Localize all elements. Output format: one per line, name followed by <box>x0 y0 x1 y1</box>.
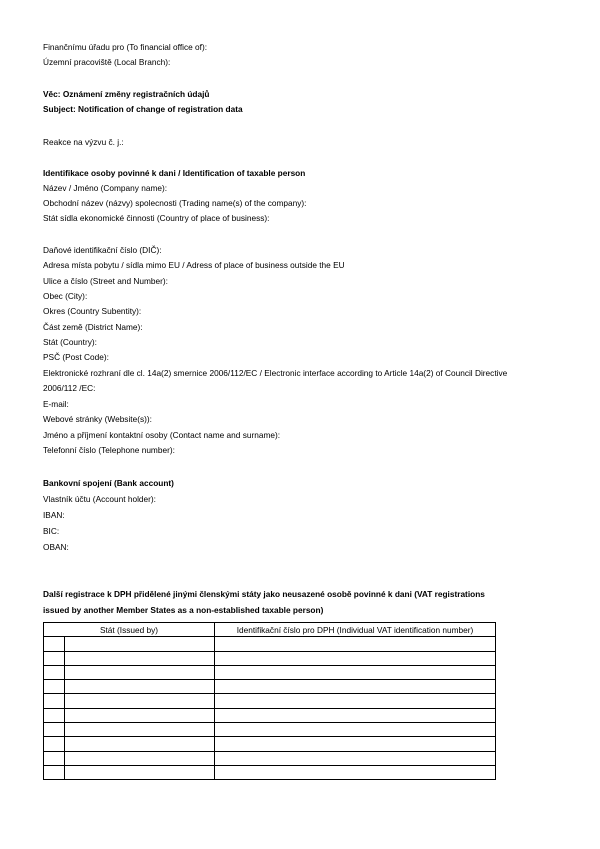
state-cell[interactable] <box>65 737 215 751</box>
country-subentity-label: Okres (Country Subentity): <box>43 306 142 316</box>
state-cell[interactable] <box>65 680 215 694</box>
table-row <box>44 651 496 665</box>
table-row <box>44 694 496 708</box>
table-row <box>44 737 496 751</box>
state-cell[interactable] <box>65 651 215 665</box>
vat-id-cell[interactable] <box>215 665 496 679</box>
state-cell[interactable] <box>65 665 215 679</box>
account-holder-label: Vlastník účtu (Account holder): <box>43 494 156 504</box>
row-number-cell <box>44 694 65 708</box>
district-label: Část země (District Name): <box>43 322 143 332</box>
vat-id-cell[interactable] <box>215 737 496 751</box>
table-row <box>44 723 496 737</box>
table-row <box>44 637 496 651</box>
vat-heading-line2: issued by another Member States as a non-established taxable person) <box>43 605 324 615</box>
vat-id-cell[interactable] <box>215 694 496 708</box>
oban-label: OBAN: <box>43 542 69 552</box>
vat-id-cell[interactable] <box>215 751 496 765</box>
post-code-label: PSČ (Post Code): <box>43 352 109 362</box>
vat-registrations-table <box>43 622 496 780</box>
state-cell[interactable] <box>65 694 215 708</box>
financial-office-label: Finančnímu úřadu pro (To financial office of): <box>43 42 208 52</box>
email-label: E-mail: <box>43 399 69 409</box>
vat-heading-line1: Další registrace k DPH přidělené jinými členskými státy jako neusazené osobě povinné k dani (VAT registrations <box>43 589 485 599</box>
trading-name-label: Obchodní název (názvy) spolecnosti (Trading name(s) of the company): <box>43 198 307 208</box>
street-label: Ulice a číslo (Street and Number): <box>43 276 168 286</box>
electronic-interface-label: Elektronické rozhraní dle cl. 14a(2) smernice 2006/112/EC / Electronic interface according to Article 14a(2) of Council Directive <box>43 368 508 378</box>
vat-id-cell[interactable] <box>215 680 496 694</box>
country-label: Stát (Country): <box>43 337 97 347</box>
state-cell[interactable] <box>65 765 215 779</box>
iban-label: IBAN: <box>43 510 65 520</box>
company-name-label: Název / Jméno (Company name): <box>43 183 168 193</box>
city-label: Obec (City): <box>43 291 88 301</box>
row-number-cell <box>44 737 65 751</box>
local-branch-label: Územní pracoviště (Local Branch): <box>43 57 171 67</box>
table-row <box>44 751 496 765</box>
table-row <box>44 765 496 779</box>
state-cell[interactable] <box>65 723 215 737</box>
dic-label: Daňové identifikační číslo (DIČ): <box>43 245 162 255</box>
state-cell[interactable] <box>65 708 215 722</box>
bank-heading: Bankovní spojení (Bank account) <box>43 478 174 488</box>
col-header-state: Stát (Issued by) <box>44 623 215 637</box>
row-number-cell <box>44 708 65 722</box>
subject-en: Subject: Notification of change of registration data <box>43 104 243 114</box>
vat-id-cell[interactable] <box>215 708 496 722</box>
table-row <box>44 665 496 679</box>
vat-id-cell[interactable] <box>215 723 496 737</box>
table-row <box>44 680 496 694</box>
reaction-label: Reakce na výzvu č. j.: <box>43 137 124 147</box>
subject-cz: Věc: Oznámení změny registračních údajů <box>43 89 210 99</box>
address-outside-eu-label: Adresa místa pobytu / sídla mimo EU / Adress of place of business outside the EU <box>43 260 345 270</box>
col-header-vat-id: Identifikační číslo pro DPH (Individual VAT identification number) <box>215 623 496 637</box>
row-number-cell <box>44 751 65 765</box>
row-number-cell <box>44 680 65 694</box>
row-number-cell <box>44 637 65 651</box>
vat-id-cell[interactable] <box>215 651 496 665</box>
telephone-label: Telefonní číslo (Telephone number): <box>43 445 175 455</box>
row-number-cell <box>44 765 65 779</box>
row-number-cell <box>44 665 65 679</box>
state-cell[interactable] <box>65 637 215 651</box>
table-row <box>44 708 496 722</box>
contact-name-label: Jméno a příjmení kontaktní osoby (Contact name and surname): <box>43 430 281 440</box>
identification-heading: Identifikace osoby povinné k dani / Identification of taxable person <box>43 168 306 178</box>
table-header-row <box>44 623 496 637</box>
vat-id-cell[interactable] <box>215 765 496 779</box>
country-business-label: Stát sídla ekonomické činnosti (Country of place of business): <box>43 213 270 223</box>
bic-label: BIC: <box>43 526 60 536</box>
electronic-interface-label-cont: 2006/112 /EC: <box>43 383 96 393</box>
row-number-cell <box>44 723 65 737</box>
row-number-cell <box>44 651 65 665</box>
vat-id-cell[interactable] <box>215 637 496 651</box>
state-cell[interactable] <box>65 751 215 765</box>
website-label: Webové stránky (Website(s)): <box>43 414 152 424</box>
